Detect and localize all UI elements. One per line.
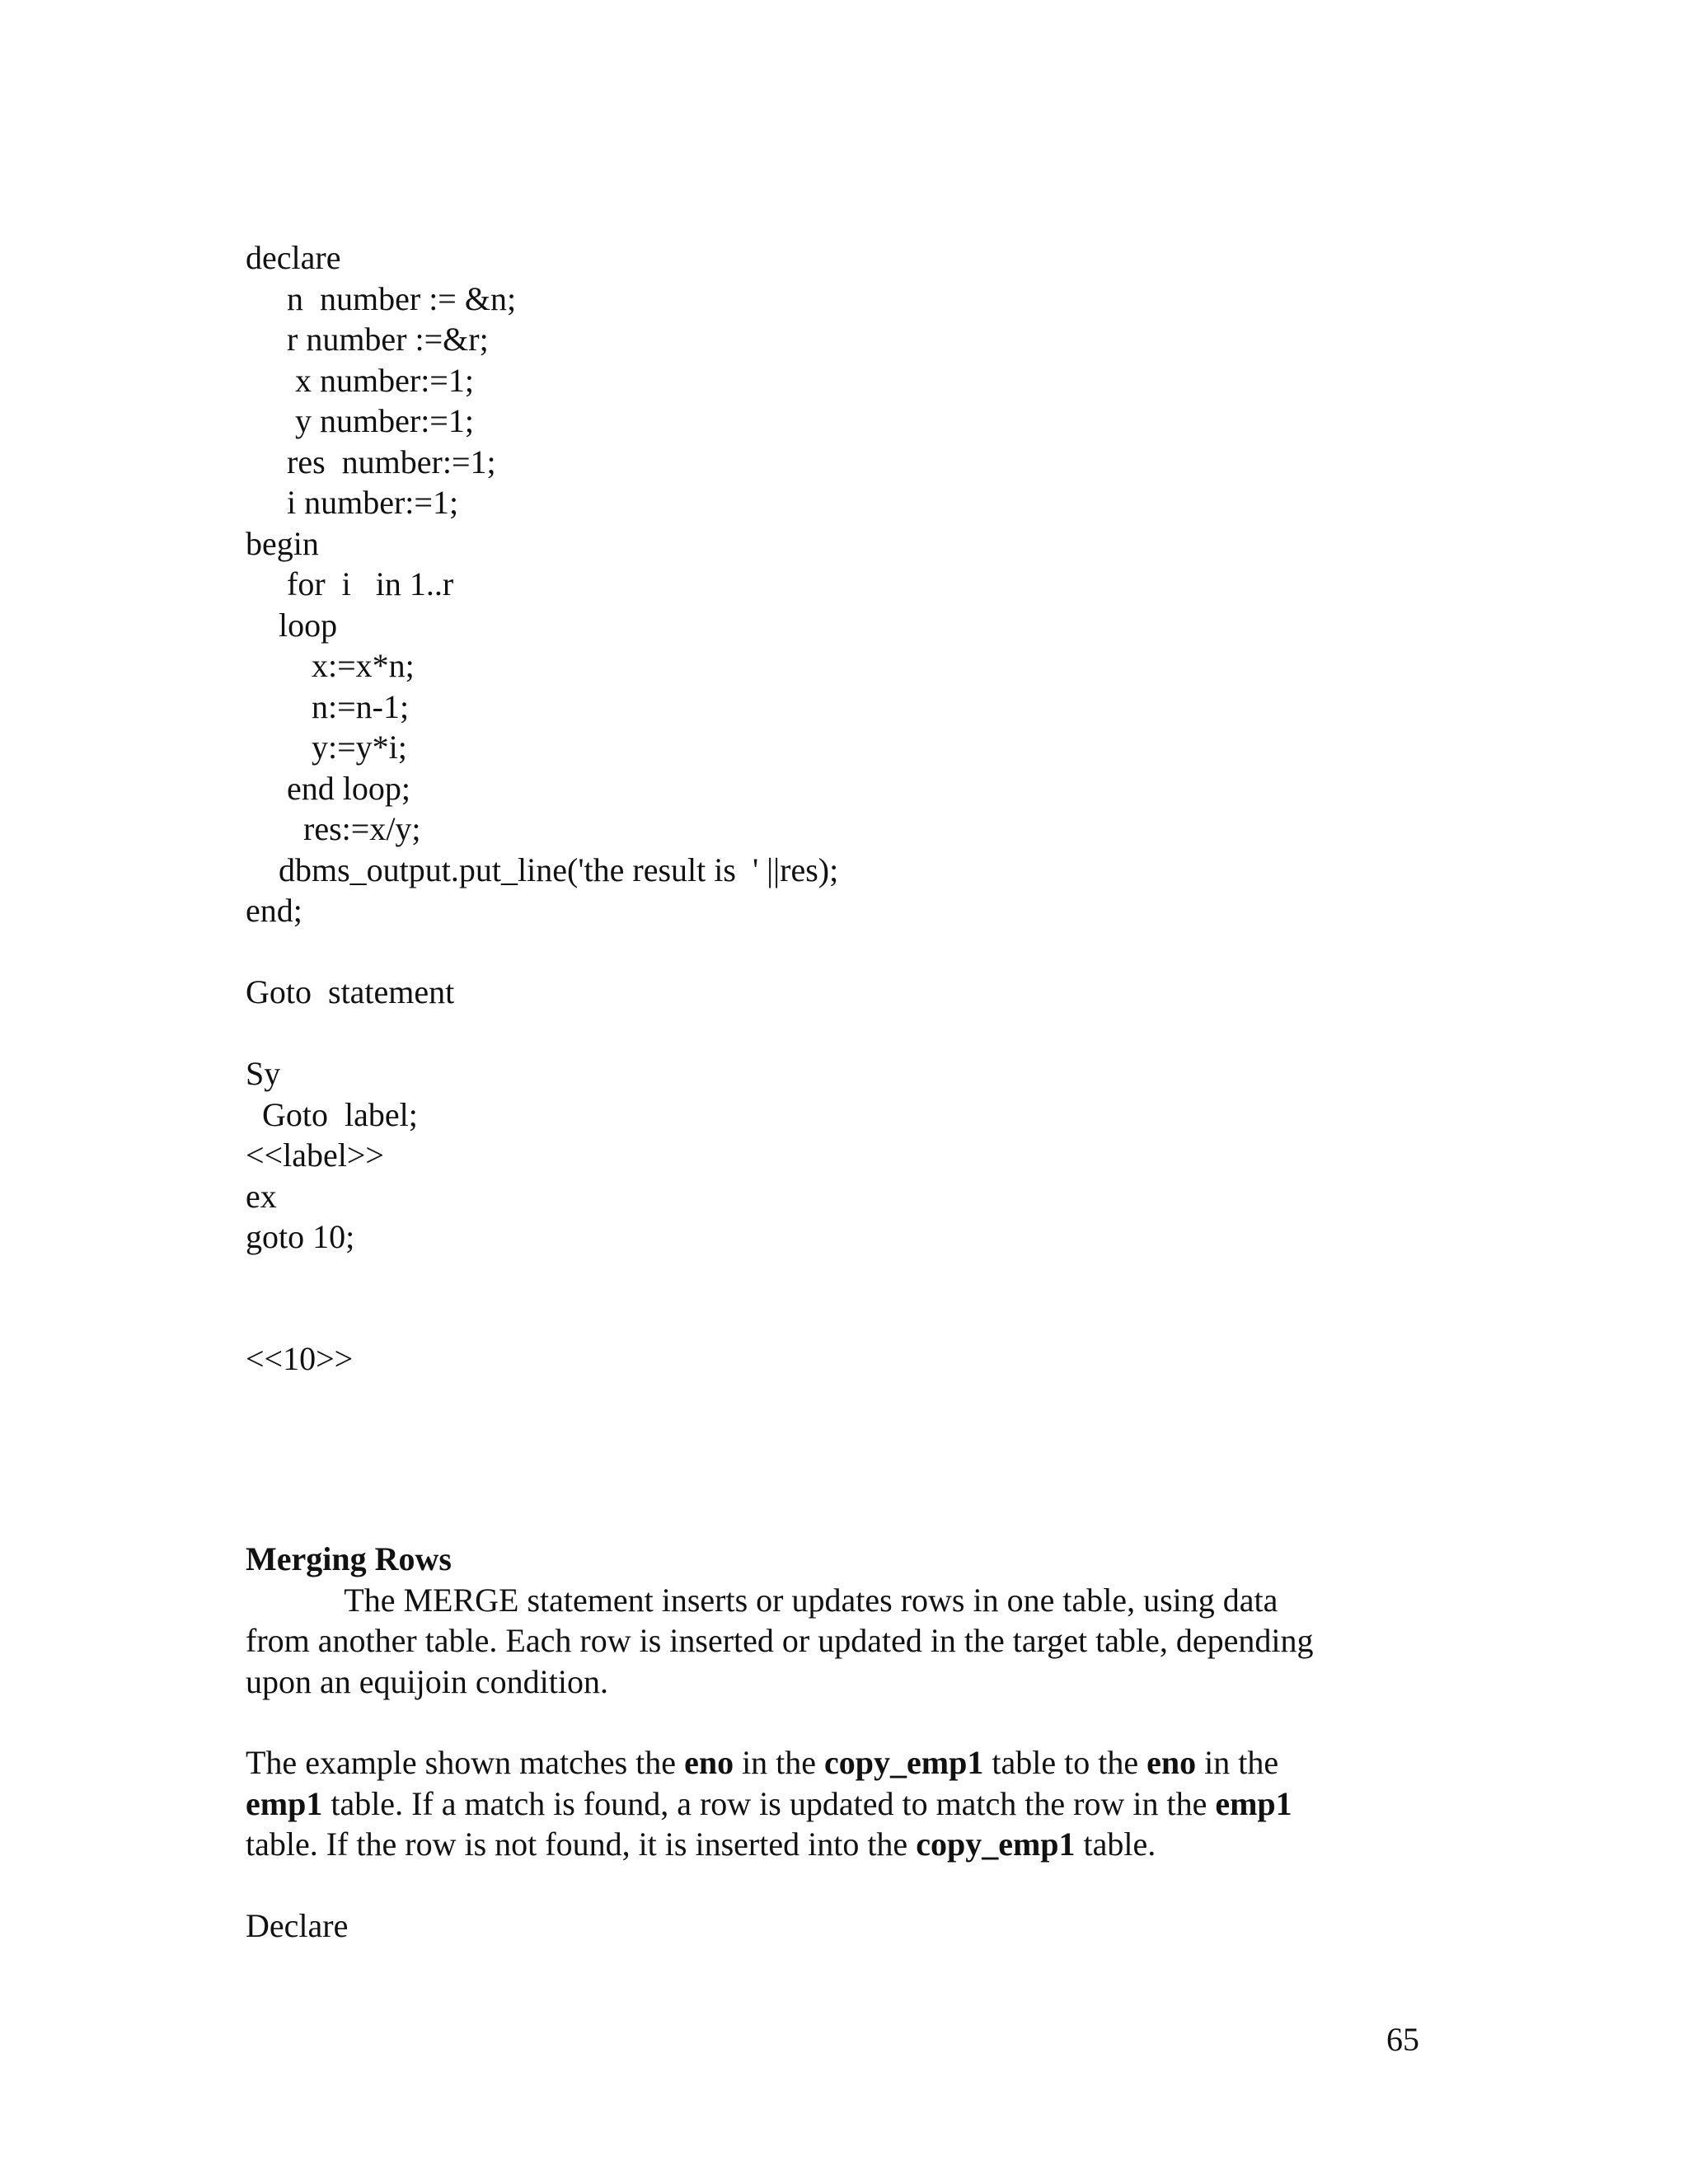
code-line: y number:=1; (246, 402, 474, 439)
code-line: r number :=&r; (246, 321, 489, 358)
text-run: table. (1075, 1825, 1156, 1863)
code-line-declare: Declare (246, 1907, 349, 1944)
goto-heading: Goto statement (246, 973, 455, 1010)
code-line: res:=x/y; (246, 810, 421, 847)
code-line: res number:=1; (246, 443, 496, 480)
code-line: end; (246, 892, 302, 929)
paragraph-line: The MERGE statement inserts or updates rows in one table, using data (246, 1582, 1278, 1619)
code-line: Goto label; (246, 1096, 418, 1133)
code-line: begin (246, 525, 319, 562)
paragraph-line: upon an equijoin condition. (246, 1663, 608, 1700)
code-line: declare (246, 239, 341, 276)
code-line: n number := &n; (246, 280, 517, 317)
text-run: in the (1196, 1744, 1279, 1781)
code-line: i number:=1; (246, 484, 459, 521)
goto-label-10: <<10>> (246, 1340, 354, 1377)
code-line: y:=y*i; (246, 729, 407, 766)
text-run: table to the (983, 1744, 1147, 1781)
code-line: <<label>> (246, 1137, 384, 1174)
bold-term-emp1: emp1 (1215, 1785, 1292, 1822)
bold-term-copy-emp1: copy_emp1 (824, 1744, 984, 1781)
code-line: goto 10; (246, 1218, 355, 1255)
code-line: ex (246, 1178, 277, 1215)
code-line: Sy (246, 1055, 281, 1092)
paragraph-line (246, 1824, 1156, 1865)
code-line: x number:=1; (246, 362, 474, 399)
bold-term-copy-emp1: copy_emp1 (916, 1825, 1076, 1863)
text-run: table. If a match is found, a row is updated to match the row in the (322, 1785, 1216, 1822)
page-number: 65 (1386, 2021, 1419, 2058)
code-line: n:=n-1; (246, 688, 410, 725)
bold-term-eno: eno (1146, 1744, 1197, 1781)
bold-term-emp1: emp1 (246, 1785, 323, 1822)
code-line: end loop; (246, 770, 410, 807)
paragraph-line: from another table. Each row is inserted or updated in the target table, depending (246, 1622, 1314, 1659)
text-run: table. If the row is not found, it is inserted into the (246, 1825, 917, 1863)
paragraph-line (246, 1742, 1278, 1783)
code-line: dbms_output.put_line('the result is ' ||res); (246, 851, 839, 888)
bold-term-eno: eno (684, 1744, 734, 1781)
paragraph-line (246, 1783, 1292, 1825)
section-heading-merging-rows: Merging Rows (246, 1540, 452, 1577)
code-line: loop (246, 607, 338, 644)
code-line: x:=x*n; (246, 647, 415, 684)
text-run: The example shown matches the (246, 1744, 685, 1781)
text-run: in the (734, 1744, 825, 1781)
code-line: for i in 1..r (246, 565, 454, 602)
